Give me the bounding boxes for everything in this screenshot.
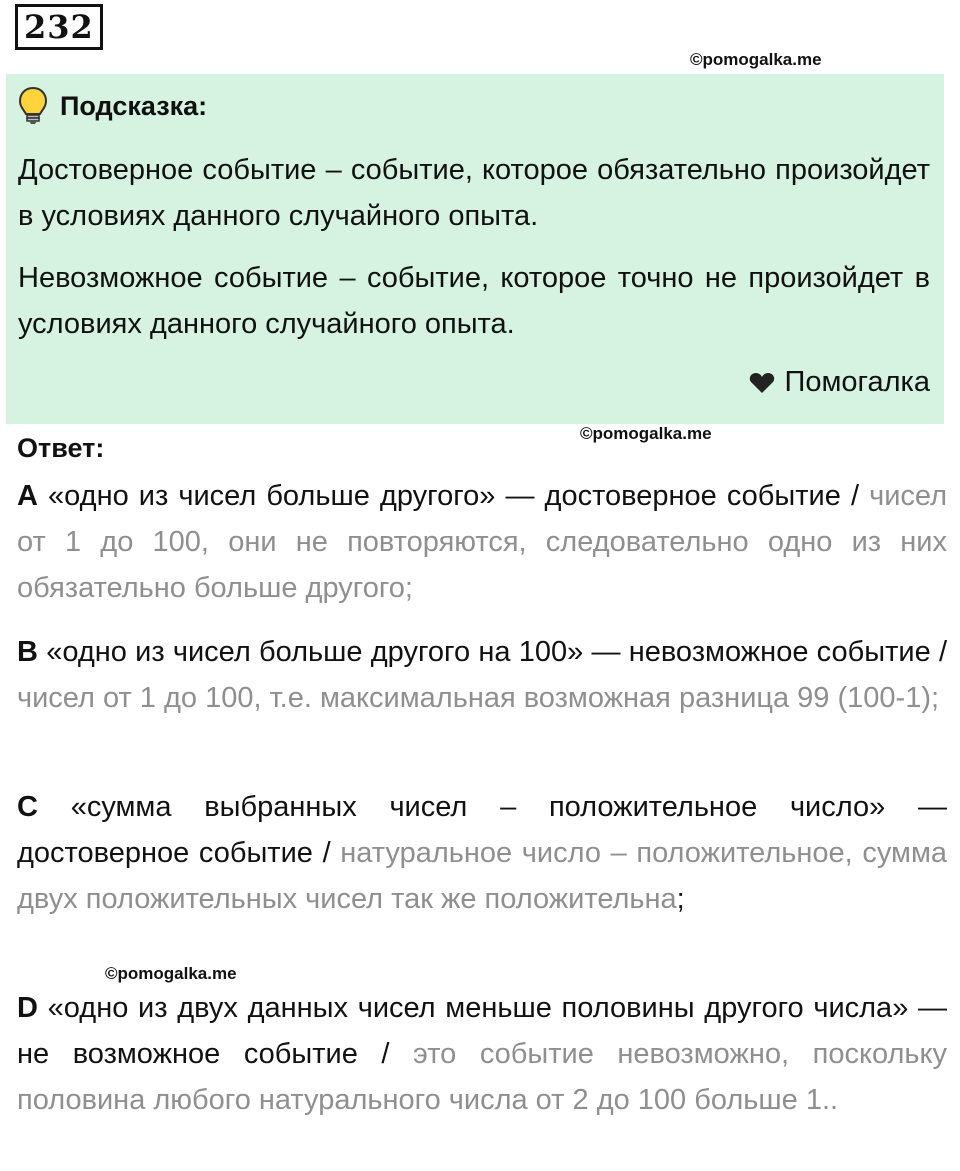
lightbulb-icon xyxy=(18,86,48,126)
hint-header xyxy=(18,86,207,126)
answer-letter: D xyxy=(17,992,38,1024)
answer-separator: / xyxy=(381,1038,390,1070)
answer-tail: ; xyxy=(676,883,685,915)
answer-letter: A xyxy=(17,480,38,512)
answer-separator: / xyxy=(322,837,331,869)
hint-box xyxy=(6,74,944,424)
answer-explanation: это событие невозможно, поскольку половина любого натурального числа от 2 до 100 больше 1.. xyxy=(17,1038,948,1116)
answer-letter: B xyxy=(17,636,38,668)
answer-item-a xyxy=(17,473,947,611)
watermark: ©pomogalka.me xyxy=(580,424,712,443)
signature xyxy=(749,366,930,399)
problem-number: 232 xyxy=(15,4,103,50)
answer-title: Ответ: xyxy=(17,433,105,463)
answer-explanation: чисел от 1 до 100, они не повторяются, следовательно одно из них обязательно больше другого; xyxy=(17,480,947,604)
answer-statement: «сумма выбранных чисел – положительное число» — достоверное событие xyxy=(17,791,947,869)
answer-explanation: чисел от 1 до 100, т.е. максимальная возможная разница 99 (100-1); xyxy=(17,682,940,714)
answer-statement: «одно из двух данных чисел меньше половины другого числа» — не возможное событие xyxy=(17,992,948,1070)
answer-letter: C xyxy=(17,791,38,823)
answer-item-b xyxy=(17,629,947,721)
hint-title: Подсказка: xyxy=(60,90,208,121)
heart-icon xyxy=(749,372,775,394)
hint-paragraph: Невозможное событие – событие, которое точно не произойдет в условиях данного случайного опыта. xyxy=(18,262,930,340)
watermark: ©pomogalka.me xyxy=(105,964,237,983)
answer-separator: / xyxy=(938,636,948,668)
watermark: ©pomogalka.me xyxy=(690,50,822,69)
answer-explanation: натуральное число – положительное, сумма двух положительных чисел так же положительна xyxy=(17,837,948,915)
answer-item-c xyxy=(17,784,947,922)
signature-text: Помогалка xyxy=(784,366,930,398)
answer-statement: «одно из чисел больше другого на 100» — невозможное событие xyxy=(46,636,931,668)
answer-separator: / xyxy=(850,480,860,512)
hint-paragraph: Достоверное событие – событие, которое обязательно произойдет в условиях данного случайного опыта. xyxy=(18,154,930,232)
answer-item-d xyxy=(17,985,947,1123)
answer-statement: «одно из чисел больше другого» — достоверное событие xyxy=(48,480,841,512)
